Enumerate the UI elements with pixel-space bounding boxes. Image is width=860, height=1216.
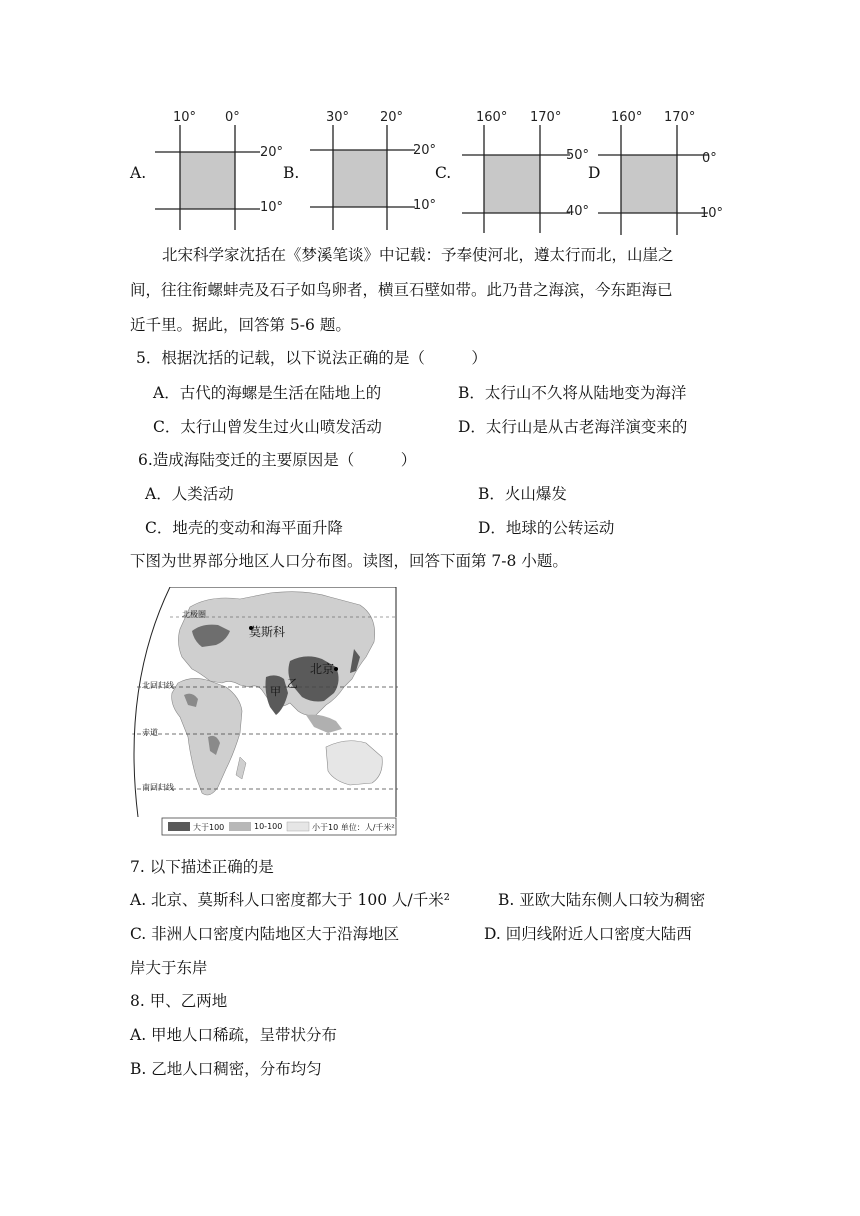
option-c-lat2: 40° — [566, 204, 590, 219]
passage-line-3: 近千里。据此，回答第 5-6 题。 — [130, 316, 351, 334]
q6-option-a: A．人类活动 — [145, 485, 234, 503]
q6-option-d: D．地球的公转运动 — [478, 519, 615, 537]
option-c-lon2: 170° — [530, 110, 562, 125]
option-a-lat1: 20° — [260, 145, 284, 160]
legend-low: 小于10 单位：人/千米² — [312, 823, 395, 832]
option-b-lon2: 20° — [380, 110, 404, 125]
q7-option-b: B. 亚欧大陆东侧人口较为稠密 — [498, 891, 706, 909]
q6-option-b: B．火山爆发 — [478, 485, 567, 503]
option-c-lat1: 50° — [566, 148, 590, 163]
q7-option-d-continued: 岸大于东岸 — [130, 959, 208, 977]
option-d-letter: D — [588, 164, 601, 182]
passage-line-2: 间，往往衔螺蚌壳及石子如鸟卵者，横亘石壁如带。此乃昔之海滨，今东距海已 — [130, 281, 673, 299]
option-d-lat2: 10° — [700, 206, 724, 221]
option-a-grid-figure — [155, 125, 260, 230]
q5-option-a: A．古代的海螺是生活在陆地上的 — [153, 384, 382, 402]
legend-high: 大于100 — [193, 823, 225, 832]
q5-option-c: C．太行山曾发生过火山喷发活动 — [153, 418, 382, 436]
q7-8-intro: 下图为世界部分地区人口分布图。读图，回答下面第 7-8 小题。 — [130, 552, 568, 570]
population-map — [130, 587, 398, 837]
q8-stem: 8. 甲、乙两地 — [130, 992, 228, 1010]
map-label-yi: 乙 — [287, 677, 298, 690]
option-a-letter: A. — [130, 164, 147, 182]
q6-stem: 6.造成海陆变迁的主要原因是（ ） — [138, 451, 417, 469]
beijing-dot — [334, 667, 338, 671]
q7-stem: 7. 以下描述正确的是 — [130, 858, 274, 876]
q5-stem: 5．根据沈括的记载，以下说法正确的是（ ） — [136, 349, 487, 367]
option-b-letter: B. — [283, 164, 300, 182]
option-b-lat2: 10° — [413, 198, 437, 213]
option-d-lat1: 0° — [702, 151, 717, 166]
map-label-equator: 赤道 — [142, 728, 158, 737]
option-b-grid-figure — [310, 125, 415, 230]
option-c-grid-figure — [462, 125, 570, 233]
option-d-grid-figure — [598, 125, 708, 235]
option-c-lon1: 160° — [476, 110, 508, 125]
q8-option-a: A. 甲地人口稀疏，呈带状分布 — [130, 1026, 338, 1044]
q5-option-d: D．太行山是从古老海洋演变来的 — [458, 418, 688, 436]
option-d-lon2: 170° — [664, 110, 696, 125]
option-d-lon1: 160° — [611, 110, 643, 125]
q5-option-b: B．太行山不久将从陆地变为海洋 — [458, 384, 687, 402]
map-label-jia: 甲 — [270, 685, 281, 698]
q7-option-d: D. 回归线附近人口密度大陆西 — [484, 925, 692, 943]
option-a-lon1: 10° — [173, 110, 197, 125]
q7-option-c: C. 非洲人口密度内陆地区大于沿海地区 — [130, 925, 400, 943]
map-label-tropic-north: 北回归线 — [142, 681, 174, 690]
map-label-tropic-south: 南回归线 — [142, 783, 174, 792]
option-c-letter: C. — [435, 164, 452, 182]
q8-option-b: B. 乙地人口稠密，分布均匀 — [130, 1060, 322, 1078]
option-b-lon1: 30° — [326, 110, 350, 125]
legend-mid: 10-100 — [254, 822, 283, 831]
q6-option-c: C．地壳的变动和海平面升降 — [145, 519, 343, 537]
option-b-lat1: 20° — [413, 143, 437, 158]
option-a-lon2: 0° — [225, 110, 240, 125]
map-label-moscow: 莫斯科 — [249, 625, 286, 639]
map-label-beijing: 北京 — [310, 662, 335, 676]
q7-option-a: A. 北京、莫斯科人口密度都大于 100 人/千米² — [130, 891, 450, 909]
option-a-lat2: 10° — [260, 200, 284, 215]
map-label-arctic: 北极圈 — [182, 610, 206, 619]
passage-line-1: 北宋科学家沈括在《梦溪笔谈》中记载：予奉使河北，遵太行而北，山崖之 — [162, 246, 674, 264]
